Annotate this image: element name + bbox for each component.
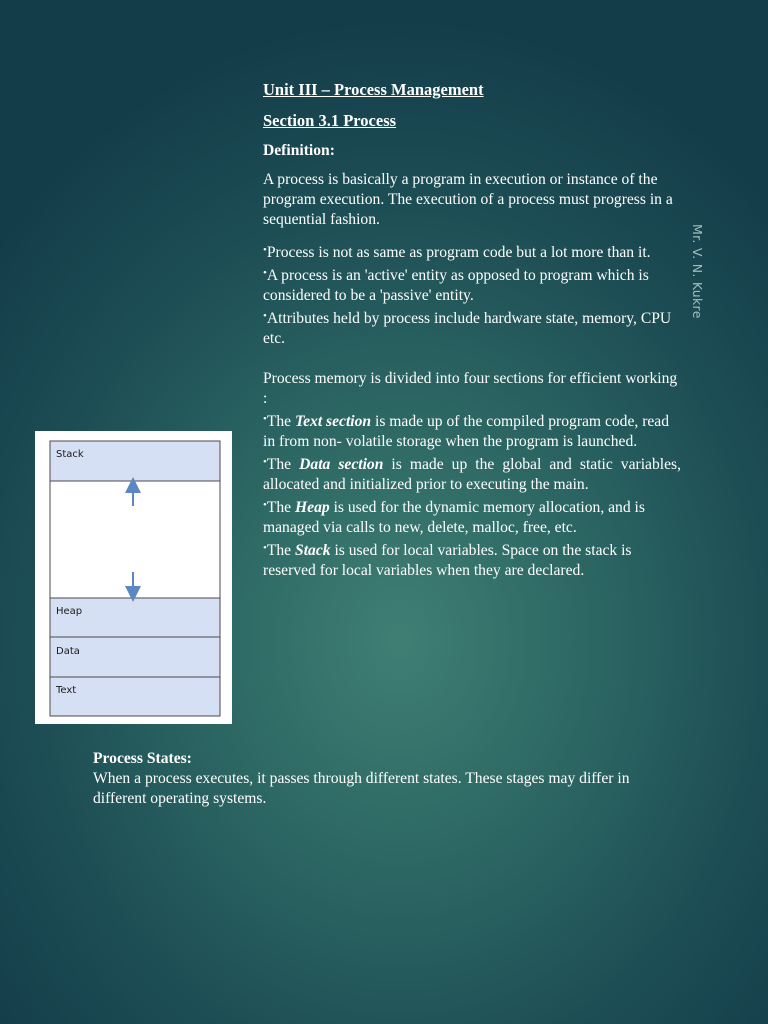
list-item [263, 538, 681, 581]
data-segment [50, 637, 220, 677]
stack-segment [50, 441, 220, 481]
term-stack: Stack [295, 542, 331, 559]
heap-label: Heap [56, 606, 83, 617]
bullet-text: A process is an 'active' entity as opposed to program which is considered to be a 'passive' entity. [263, 267, 649, 304]
term-heap: Heap [295, 499, 330, 516]
definition-label: Definition: [263, 142, 335, 159]
spacer [263, 349, 681, 369]
heap-segment [50, 598, 220, 637]
memory-sections-list [263, 409, 681, 581]
process-memory-diagram [35, 431, 232, 724]
bullet-prefix: The [266, 542, 296, 559]
process-states-text: When a process executes, it passes through different states. These stages may differ in different operating systems. [93, 770, 630, 807]
list-item [263, 240, 681, 263]
list-item [263, 452, 681, 495]
data-label: Data [56, 646, 80, 657]
bullet-text: is made up of the compiled program code, read in from non- volatile storage when the program is launched. [263, 413, 670, 450]
bullet-icon: • [263, 267, 267, 279]
text-segment [50, 677, 220, 716]
author-credit: Mr. V. N. Kukre [690, 224, 705, 319]
bullet-text: Attributes held by process include hardware state, memory, CPU etc. [263, 310, 672, 347]
bullet-prefix: The [266, 456, 300, 473]
bullet-text: is used for local variables. Space on the stack is reserved for local variables when they are declared. [263, 542, 632, 579]
definition-text: A process is basically a program in execution or instance of the program execution. The execution of a process must progress in a sequential fashion. [263, 171, 673, 228]
bullet-icon: • [263, 310, 267, 322]
bullet-text: is used for the dynamic memory allocation, and is managed via calls to new, delete, malloc, free, etc. [263, 499, 645, 536]
bullet-prefix: The [266, 499, 296, 516]
process-states-block [93, 749, 683, 809]
process-states-title: Process States: [93, 750, 192, 767]
bullet-icon: • [263, 542, 267, 554]
memory-intro: Process memory is divided into four sections for efficient working : [263, 370, 678, 407]
bullet-text: Process is not as same as program code but a lot more than it. [266, 244, 651, 261]
list-item [263, 495, 681, 538]
stack-label: Stack [56, 449, 84, 460]
bullet-icon: • [263, 456, 267, 468]
list-item [263, 263, 681, 306]
term-text-section: Text section [295, 413, 372, 430]
section-title: Section 3.1 Process [263, 111, 397, 130]
unit-title: Unit III – Process Management [263, 80, 484, 99]
bullet-text: is made up the global and static variables, allocated and initialized prior to executing the main. [263, 456, 681, 493]
process-points-list [263, 240, 681, 349]
list-item [263, 409, 681, 452]
term-data-section: Data section [299, 456, 384, 473]
bullet-icon: • [263, 244, 267, 256]
list-item [263, 306, 681, 349]
content-column [263, 79, 681, 581]
bullet-icon: • [263, 499, 267, 511]
text-label: Text [56, 685, 77, 696]
memory-layout-svg [35, 431, 232, 724]
bullet-icon: • [263, 413, 267, 425]
bullet-prefix: The [266, 413, 296, 430]
